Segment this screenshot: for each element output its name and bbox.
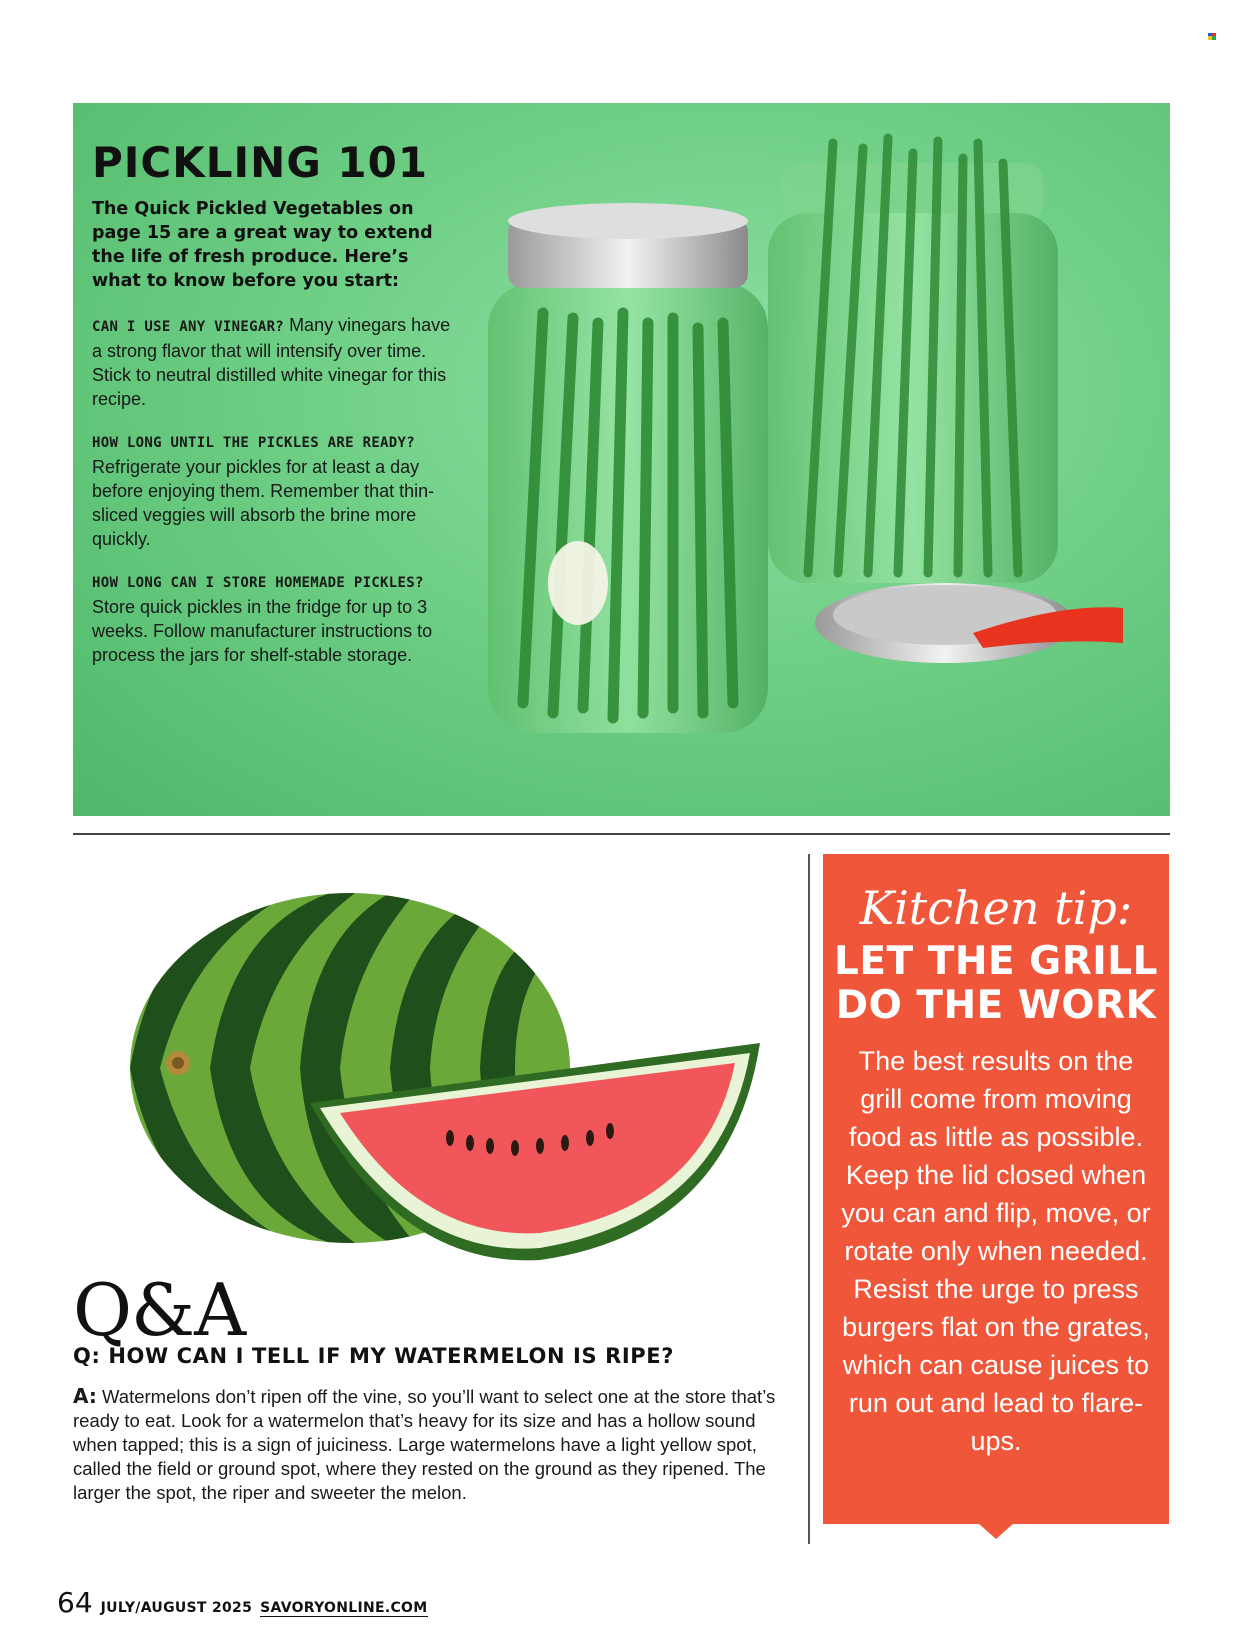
faq-answer: Store quick pickles in the fridge for up to 3 weeks. Follow manufacturer instructions to process the jars for shelf-stable storage. (92, 597, 433, 665)
qa-title: Q&A (73, 1268, 246, 1352)
website-link[interactable]: SAVORYONLINE.COM (260, 1600, 428, 1616)
pickling-intro: The Quick Pickled Vegetables on page 15 are a great way to extend the life of fresh produce. Here’s what to know before you start: (92, 199, 433, 291)
watermelon-illustration (120, 888, 760, 1288)
pickling-panel (73, 103, 1170, 816)
front-jar (488, 203, 768, 733)
kitchen-tip-body: The best results on the grill come from moving food as little as possible. Keep the lid closed when you can and flip, move, or rotate only when needed. Resist the urge to press burgers flat on the grates, which can cause juices to run out and lead to flare-ups. (841, 1046, 1151, 1456)
faq-answer: Many vinegars have a strong flavor that will intensify over time. Stick to neutral distilled white vinegar for this recipe. (92, 315, 451, 409)
pickling-text (92, 138, 452, 687)
kitchen-tip-headline (823, 940, 1169, 1028)
column-rule (808, 854, 810, 1544)
jar-lid (815, 583, 1123, 663)
faq-item (92, 571, 452, 667)
answer-text: Watermelons don’t ripen off the vine, so you’ll want to select one at the store that’s ready to eat. Look for a watermelon that’s heavy for its size and has a hollow sound when tapped; this is a sign of juiciness. Large watermelons have a light yellow spot, called the field or ground spot, where they rested on the ground as they ripened. The larger the spot, the riper and sweeter the melon. (73, 1386, 776, 1503)
pickling-title: PICKLING 101 (92, 138, 429, 187)
headline-line-1: LET THE GRILL (834, 939, 1158, 984)
faq-item (92, 431, 452, 551)
faq-item (92, 313, 452, 411)
kitchen-tip-script: Kitchen tip: (859, 881, 1133, 935)
tip-pointer-icon (978, 1523, 1014, 1539)
faq-question: HOW LONG CAN I STORE HOMEMADE PICKLES? (92, 575, 424, 591)
faq-question: CAN I USE ANY VINEGAR? (92, 319, 285, 335)
faq-question: HOW LONG UNTIL THE PICKLES ARE READY? (92, 435, 415, 451)
headline-line-2: DO THE WORK (835, 983, 1157, 1028)
answer-label: A: (73, 1384, 97, 1408)
watermelon-answer (73, 1384, 783, 1505)
faq-answer: Refrigerate your pickles for at least a day before enjoying them. Remember that thin-sliced veggies will absorb the brine more quickly. (92, 457, 435, 549)
page-number: 64 (57, 1586, 93, 1619)
watermelon-question: Q: HOW CAN I TELL IF MY WATERMELON IS RIPE? (73, 1344, 675, 1368)
registration-mark-icon (1208, 33, 1216, 40)
issue-date: JULY/AUGUST 2025 (100, 1600, 253, 1616)
kitchen-tip-box (823, 854, 1169, 1524)
page-footer (57, 1586, 428, 1619)
section-divider (73, 833, 1170, 835)
back-jar (768, 138, 1058, 583)
